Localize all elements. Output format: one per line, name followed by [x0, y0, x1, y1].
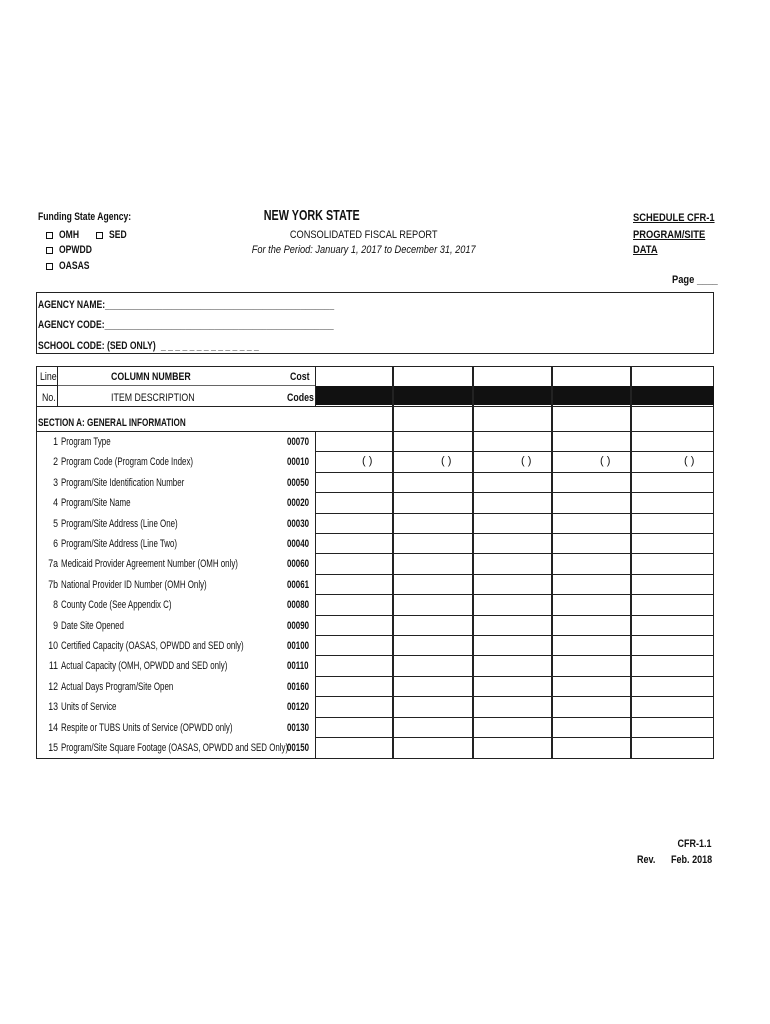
row-item-description: Program Code (Program Code Index)	[61, 456, 194, 468]
data-entry-cell[interactable]	[553, 513, 630, 533]
program-code-paren: ( )	[362, 455, 373, 467]
option-omh-label: OMH	[59, 229, 80, 241]
data-entry-cell[interactable]	[632, 492, 713, 512]
row-line-number: 3	[53, 477, 58, 489]
data-entry-cell[interactable]	[474, 594, 551, 614]
row-cost-code: 00010	[287, 456, 310, 468]
data-entry-cell[interactable]	[474, 717, 551, 737]
option-sed-label: SED	[109, 229, 127, 241]
header-divider	[37, 385, 57, 386]
data-entry-cell[interactable]	[474, 472, 551, 492]
option-opwdd-label: OPWDD	[59, 244, 92, 256]
row-item-description: Medicaid Provider Agreement Number (OMH only)	[61, 558, 238, 570]
row-cost-code: 00061	[287, 579, 310, 591]
data-entry-cell[interactable]	[316, 472, 392, 492]
header-bottom-line	[37, 406, 713, 407]
row-line-number: 5	[53, 518, 58, 530]
data-entry-cell[interactable]	[474, 451, 551, 471]
data-entry-cell[interactable]	[394, 431, 472, 451]
row-cost-code: 00030	[287, 518, 310, 530]
agency-code-field[interactable]: AGENCY CODE:________________________________________________	[38, 319, 334, 331]
data-entry-cell[interactable]	[632, 594, 713, 614]
row-cost-code: 00050	[287, 477, 310, 489]
row-cost-code: 00060	[287, 558, 310, 570]
checkbox-icon[interactable]	[46, 263, 53, 270]
row-item-description: Program/Site Name	[61, 497, 131, 509]
data-entry-cell[interactable]	[632, 553, 713, 573]
row-line-number: 14	[48, 722, 58, 734]
data-entry-cell[interactable]	[553, 717, 630, 737]
data-entry-cell[interactable]	[632, 513, 713, 533]
data-entry-cell[interactable]	[632, 717, 713, 737]
row-item-description: County Code (See Appendix C)	[61, 599, 172, 611]
row-cost-code: 00160	[287, 681, 310, 693]
data-entry-cell[interactable]	[316, 451, 392, 471]
header-no: No.	[42, 392, 56, 404]
row-cost-code: 00100	[287, 640, 310, 652]
data-entry-cell[interactable]	[316, 553, 392, 573]
data-entry-cell[interactable]	[394, 635, 472, 655]
header-column-number: COLUMN NUMBER	[111, 371, 191, 383]
header-divider	[57, 385, 315, 386]
data-entry-cell[interactable]	[316, 492, 392, 512]
funding-agency-text: Funding State Agency:	[38, 211, 132, 223]
data-entry-cell[interactable]	[394, 615, 472, 635]
data-entry-cell[interactable]	[316, 635, 392, 655]
data-label: DATA	[633, 244, 658, 256]
data-entry-cell[interactable]	[632, 655, 713, 675]
data-entry-cell[interactable]	[553, 533, 630, 553]
section-a-title: SECTION A: GENERAL INFORMATION	[38, 417, 186, 429]
program-code-paren: ( )	[441, 455, 452, 467]
agency-info-box	[36, 292, 714, 354]
data-entry-cell[interactable]	[316, 594, 392, 614]
row-line-number: 4	[53, 497, 58, 509]
row-line-number: 13	[48, 701, 58, 713]
page-number-label: Page ____	[672, 274, 718, 286]
data-entry-cell[interactable]	[632, 696, 713, 716]
data-entry-cell[interactable]	[474, 676, 551, 696]
data-entry-cell[interactable]	[474, 553, 551, 573]
data-entry-cell[interactable]	[394, 737, 472, 757]
data-entry-cell[interactable]	[632, 451, 713, 471]
row-line-number: 10	[48, 640, 58, 652]
row-cost-code: 00150	[287, 742, 310, 754]
data-entry-cell[interactable]	[474, 574, 551, 594]
row-line-number: 6	[53, 538, 58, 550]
data-entry-cell[interactable]	[632, 533, 713, 553]
row-item-description: Program/Site Address (Line Two)	[61, 538, 178, 550]
data-entry-cell[interactable]	[553, 676, 630, 696]
data-entry-cell[interactable]	[474, 533, 551, 553]
data-entry-cell[interactable]	[394, 513, 472, 533]
row-line-number: 15	[48, 742, 58, 754]
form-code: CFR-1.1	[677, 838, 712, 850]
data-entry-cell[interactable]	[553, 635, 630, 655]
program-code-paren: ( )	[684, 455, 695, 467]
row-cost-code: 00110	[287, 660, 309, 672]
row-item-description: Program/Site Identification Number	[61, 477, 185, 489]
page-title: NEW YORK STATE	[263, 207, 360, 224]
data-entry-cell[interactable]	[394, 533, 472, 553]
line-col-divider	[57, 367, 58, 406]
row-cost-code: 00130	[287, 722, 310, 734]
data-entry-cell[interactable]	[553, 451, 630, 471]
row-line-number: 7a	[48, 558, 58, 570]
data-entry-cell[interactable]	[316, 574, 392, 594]
data-entry-cell[interactable]	[474, 655, 551, 675]
program-site-data-table	[36, 366, 714, 759]
schedule-label: SCHEDULE CFR-1	[633, 212, 715, 224]
row-item-description: Certified Capacity (OASAS, OPWDD and SED only)	[61, 640, 244, 652]
data-entry-cell[interactable]	[553, 472, 630, 492]
data-entry-cell[interactable]	[553, 737, 630, 757]
data-entry-cell[interactable]	[394, 676, 472, 696]
row-line-number: 11	[48, 660, 58, 672]
data-entry-cell[interactable]	[553, 574, 630, 594]
data-entry-cell[interactable]	[316, 696, 392, 716]
data-entry-cell[interactable]	[394, 594, 472, 614]
agency-name-field[interactable]: AGENCY NAME:________________________________________________	[38, 299, 335, 311]
data-entry-cell[interactable]	[553, 594, 630, 614]
data-entry-cell[interactable]	[394, 451, 472, 471]
data-entry-cell[interactable]	[316, 615, 392, 635]
data-entry-cell[interactable]	[553, 553, 630, 573]
data-entry-cell[interactable]	[316, 513, 392, 533]
data-entry-cell[interactable]	[316, 737, 392, 757]
data-entry-cell[interactable]	[394, 472, 472, 492]
school-code-field[interactable]: _ _ _ _ _ _ _ _ _ _ _ _ _ _	[161, 340, 259, 352]
row-item-description: Program/Site Address (Line One)	[61, 518, 178, 530]
data-entry-cell[interactable]	[474, 615, 551, 635]
program-code-paren: ( )	[521, 455, 532, 467]
data-entry-cell[interactable]	[553, 615, 630, 635]
header-codes: Codes	[287, 392, 314, 404]
data-entry-cell[interactable]	[316, 533, 392, 553]
report-period: For the Period: January 1, 2017 to December 31, 2017	[251, 244, 476, 256]
row-item-description: Units of Service	[61, 701, 117, 713]
row-cost-code: 00070	[287, 436, 310, 448]
data-entry-cell[interactable]	[632, 676, 713, 696]
data-entry-cell[interactable]	[316, 717, 392, 737]
row-line-number: 2	[53, 456, 58, 468]
revision-date: Feb. 2018	[670, 854, 712, 866]
data-entry-cell[interactable]	[474, 513, 551, 533]
data-entry-cell[interactable]	[394, 717, 472, 737]
data-entry-cell[interactable]	[394, 696, 472, 716]
row-line-number: 7b	[48, 579, 58, 591]
program-site-label: PROGRAM/SITE	[633, 229, 706, 241]
data-entry-cell[interactable]	[316, 655, 392, 675]
header-item-description: ITEM DESCRIPTION	[111, 392, 195, 404]
school-code-label: SCHOOL CODE: (SED ONLY)	[38, 340, 156, 352]
data-entry-cell[interactable]	[553, 431, 630, 451]
data-entry-cell[interactable]	[632, 615, 713, 635]
data-entry-cell[interactable]	[553, 655, 630, 675]
row-line-number: 12	[48, 681, 58, 693]
cost-col-divider	[315, 367, 316, 406]
row-line-number: 9	[53, 620, 58, 632]
data-entry-cell[interactable]	[394, 655, 472, 675]
data-entry-cell[interactable]	[632, 737, 713, 757]
data-entry-cell[interactable]	[553, 492, 630, 512]
data-entry-cell[interactable]	[632, 431, 713, 451]
row-cost-code: 00040	[287, 538, 310, 550]
data-entry-cell[interactable]	[394, 492, 472, 512]
program-code-paren: ( )	[600, 455, 611, 467]
data-entry-cell[interactable]	[632, 472, 713, 492]
data-entry-cell[interactable]	[394, 553, 472, 573]
data-entry-cell[interactable]	[474, 635, 551, 655]
data-entry-cell[interactable]	[474, 492, 551, 512]
row-item-description: National Provider ID Number (OMH Only)	[61, 579, 207, 591]
header-cost: Cost	[290, 371, 310, 383]
data-entry-cell[interactable]	[394, 574, 472, 594]
revision-label: Rev.	[637, 854, 656, 866]
checkbox-oasas[interactable]	[46, 260, 98, 272]
data-entry-cell[interactable]	[632, 574, 713, 594]
data-entry-cell[interactable]	[316, 431, 392, 451]
row-item-description: Date Site Opened	[61, 620, 124, 632]
row-line-number: 1	[53, 436, 58, 448]
data-entry-cell[interactable]	[632, 635, 713, 655]
data-entry-cell[interactable]	[316, 676, 392, 696]
data-entry-cell[interactable]	[474, 431, 551, 451]
data-entry-cell[interactable]	[474, 696, 551, 716]
row-cost-code: 00080	[287, 599, 310, 611]
row-item-description: Respite or TUBS Units of Service (OPWDD only)	[61, 722, 233, 734]
row-item-description: Program/Site Square Footage (OASAS, OPWDD and SED Only)	[61, 742, 289, 754]
data-entry-cell[interactable]	[474, 737, 551, 757]
row-item-description: Actual Days Program/Site Open	[61, 681, 174, 693]
header-line: Line	[40, 371, 57, 383]
row-cost-code: 00020	[287, 497, 310, 509]
row-item-description: Program Type	[61, 436, 111, 448]
page-subtitle: CONSOLIDATED FISCAL REPORT	[289, 229, 438, 241]
row-item-description: Actual Capacity (OMH, OPWDD and SED only)	[61, 660, 228, 672]
header-dark-bar	[316, 386, 714, 405]
row-line-number: 8	[53, 599, 58, 611]
row-cost-code: 00120	[287, 701, 310, 713]
option-oasas-label: OASAS	[59, 260, 90, 272]
data-entry-cell[interactable]	[553, 696, 630, 716]
row-cost-code: 00090	[287, 620, 310, 632]
